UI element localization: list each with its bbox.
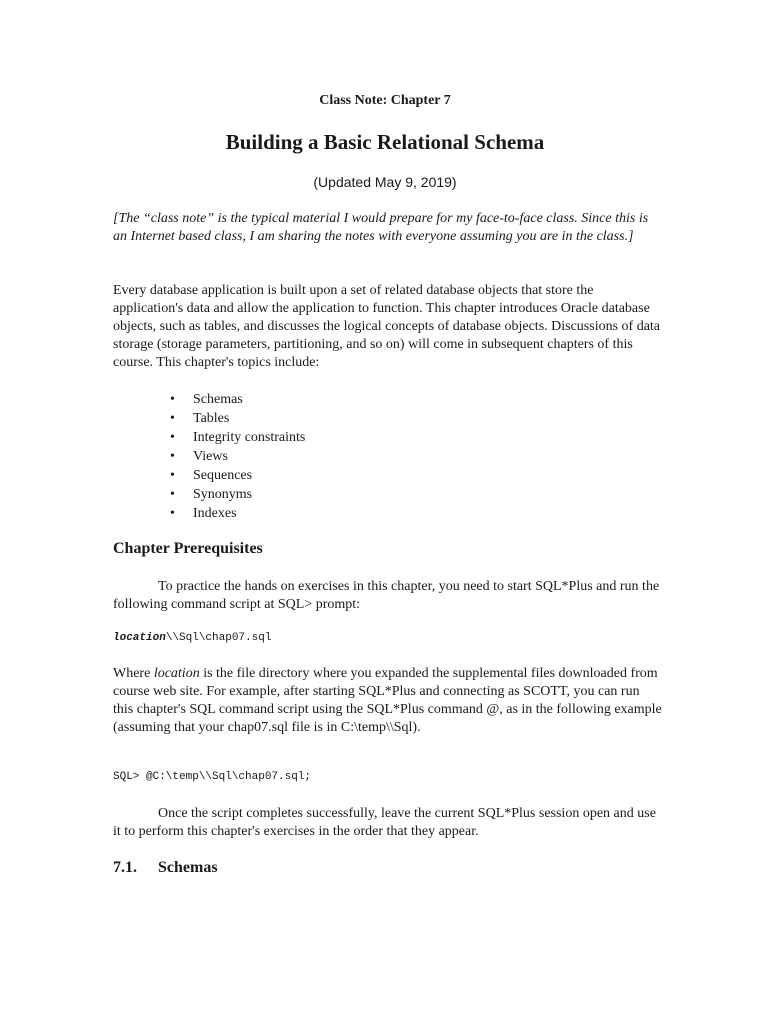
topic-label: Synonyms	[193, 487, 253, 502]
section-number: 7.1.	[113, 859, 137, 876]
list-item	[166, 428, 305, 447]
prerequisites-paragraph: To practice the hands on exercises in this chapter, you need to start SQL*Plus and run the following command script at SQL> prompt:	[113, 579, 660, 612]
bullet-icon: •	[170, 468, 175, 483]
sql-command-example: SQL> @C:\temp\\Sql\chap07.sql;	[113, 771, 312, 783]
list-item	[166, 390, 305, 409]
updated-date: (Updated May 9, 2019)	[313, 174, 457, 190]
explanation-rest: is the file directory where you expanded the supplemental files downloaded from course web site. For example, after starting SQL*Plus and connecting as SCOTT, you can run this chapter's SQL command script using the SQL*Plus command @, as in the following example (assuming that your chap07.sql file is in C:\temp\\Sql).	[113, 666, 662, 735]
topic-label: Tables	[193, 411, 230, 426]
script-path-rest: \\Sql\chap07.sql	[165, 632, 272, 644]
bullet-icon: •	[170, 430, 175, 445]
topic-label: Schemas	[193, 392, 243, 407]
explanation-start: Where	[113, 666, 154, 681]
intro-paragraph: Every database application is built upon a set of related database objects that store the application's data and allow the application to function. This chapter introduces Oracle database objects, such as tables, and discusses the logical concepts of database objects. Discussions of data storage (storage parameters, partitioning, and so on) will come in subsequent chapters of this course. This chapter's topics include:	[113, 283, 661, 370]
section-title: Schemas	[158, 859, 218, 876]
list-item	[166, 409, 305, 428]
topic-label: Indexes	[193, 506, 237, 521]
bullet-icon: •	[170, 392, 175, 407]
script-path-code	[113, 632, 271, 644]
prerequisites-heading: Chapter Prerequisites	[113, 540, 263, 557]
list-item	[166, 485, 305, 504]
list-item	[166, 447, 305, 466]
class-note-label: Class Note: Chapter 7	[319, 93, 451, 108]
bullet-icon: •	[170, 449, 175, 464]
intro-note: [The “class note” is the typical material I would prepare for my face-to-face class. Since this is an Internet based class, I am sharing the notes with everyone assuming you are in the class.]	[113, 211, 649, 244]
location-placeholder: location	[113, 632, 166, 644]
list-item	[166, 466, 305, 485]
session-paragraph: Once the script completes successfully, leave the current SQL*Plus session open and use it to perform this chapter's exercises in the order that they appear.	[113, 806, 656, 839]
bullet-icon: •	[170, 411, 175, 426]
bullet-icon: •	[170, 487, 175, 502]
list-item	[166, 504, 305, 523]
topic-label: Sequences	[193, 468, 253, 483]
location-explanation	[113, 665, 663, 737]
bullet-icon: •	[170, 506, 175, 521]
topic-label: Integrity constraints	[193, 430, 306, 445]
topic-label: Views	[193, 449, 228, 464]
page-title: Building a Basic Relational Schema	[225, 130, 545, 154]
location-term: location	[153, 666, 200, 681]
topics-list	[166, 390, 305, 523]
section-heading	[113, 859, 218, 877]
